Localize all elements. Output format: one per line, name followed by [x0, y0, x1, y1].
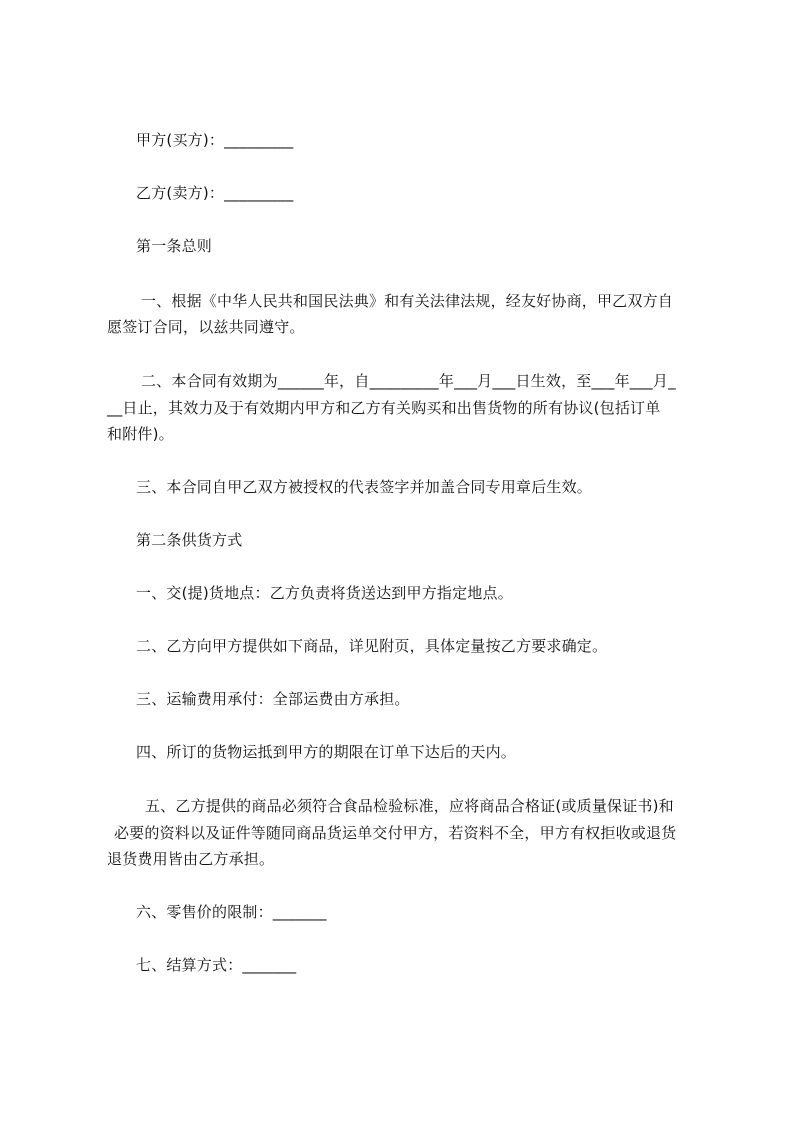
- clause-2-5-line-1: 五、乙方提供的商品必须符合食品检验标准，应将商品合格证(或质量保证书)和: [140, 797, 674, 815]
- clause-2-6: 六、零售价的限制：_______: [136, 903, 327, 921]
- clause-1-1-line-1: 一、根据《中华人民共和国民法典》和有关法律法规，经友好协商，甲乙双方自: [136, 292, 673, 310]
- clause-2-4: 四、所订的货物运抵到甲方的期限在订单下达后的天内。: [136, 743, 517, 761]
- clause-2-2: 二、乙方向甲方提供如下商品，详见附页，具体定量按乙方要求确定。: [136, 637, 608, 655]
- article-one-heading: 第一条总则: [136, 237, 213, 255]
- clause-1-2-line-1: 二、本合同有效期为______年，自_________年___月___日生效，至___年___月_: [136, 372, 676, 390]
- party-a-line: 甲方(买方)：_________: [136, 131, 294, 149]
- article-two-heading: 第二条供货方式: [136, 531, 243, 549]
- clause-2-3: 三、运输费用承付：全部运费由方承担。: [136, 690, 410, 708]
- party-b-line: 乙方(卖方)：_________: [136, 184, 294, 202]
- clause-2-5-line-3: 退货费用皆由乙方承担。: [107, 850, 275, 868]
- clause-1-2-line-2: __日止，其效力及于有效期内甲方和乙方有关购买和出售货物的所有协议(包括订单: [107, 399, 661, 417]
- clause-2-1: 一、交(提)货地点：乙方负责将货送达到甲方指定地点。: [136, 584, 513, 602]
- clause-1-3: 三、本合同自甲乙双方被授权的代表签字并加盖合同专用章后生效。: [136, 478, 593, 496]
- clause-2-7: 七、结算方式：_______: [136, 956, 297, 974]
- clause-2-5-line-2: 必要的资料以及证件等随同商品货运单交付甲方，若资料不全，甲方有权拒收或退货: [109, 824, 677, 842]
- clause-1-2-line-3: 和附件)。: [107, 425, 174, 443]
- clause-1-1-line-2: 愿签订合同，以兹共同遵守。: [107, 318, 305, 336]
